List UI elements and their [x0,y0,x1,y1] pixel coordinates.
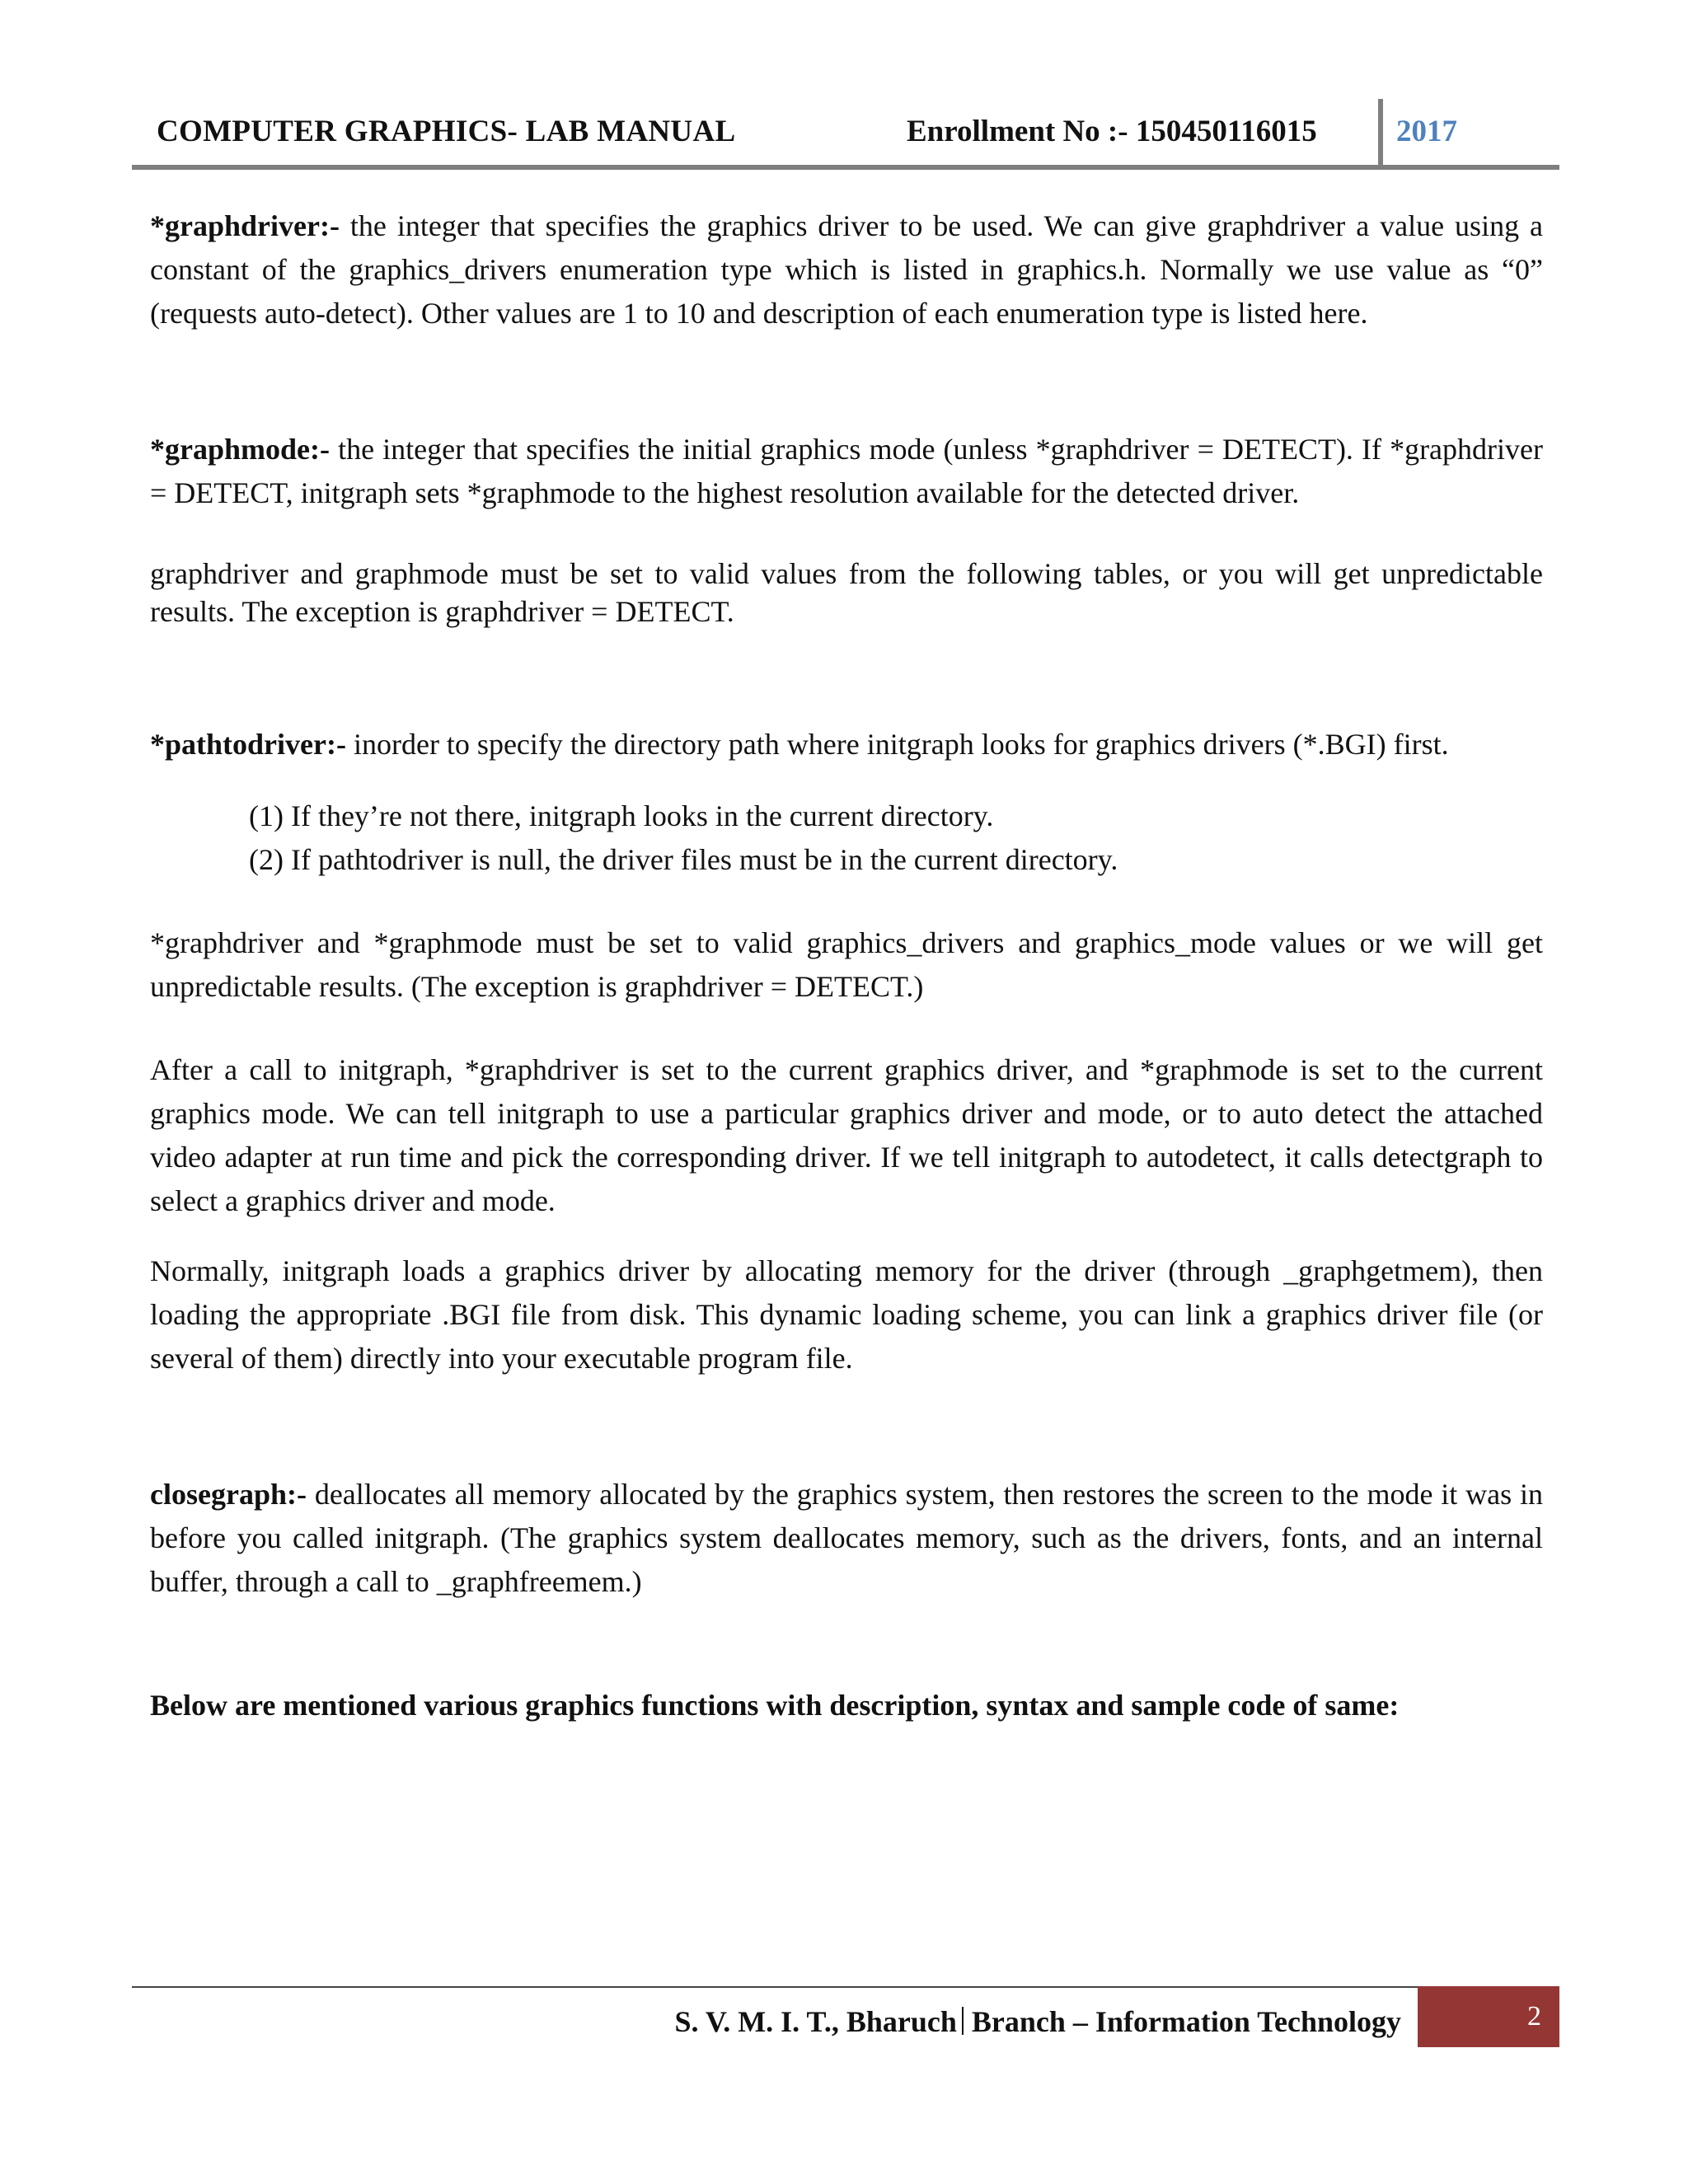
pathtodriver-paragraph [150,723,1543,766]
graphdriver-paragraph [150,204,1543,335]
list-item: (1) If they’re not there, initgraph looks in the current directory. [249,799,994,832]
after-call-paragraph: After a call to initgraph, *graphdriver is set to the current graphics driver, and *graphmode is set to the current graphics mode. We can tell initgraph to use a particular graphics driver and mode, or to auto detect the attached video adapter at run time and pick the corresponding driver. If we tell initgraph to autodetect, it calls detectgraph to select a graphics driver and mode. [150,1053,1543,1217]
list-item: (2) If pathtodriver is null, the driver files must be in the current directory. [249,843,1118,876]
page-content [150,204,1543,1724]
enrollment-number: Enrollment No :- 150450116015 [907,115,1317,148]
closegraph-term: closegraph:- [150,1478,307,1511]
functions-heading-text: Below are mentioned various graphics functions with description, syntax and sample code of same: [150,1689,1400,1722]
branch-name: Branch – Information Technology [971,2005,1401,2038]
graphdriver-text: the integer that specifies the graphics driver to be used. We can give graphdriver a value using a constant of the graphics_drivers enumeration type which is listed in graphics.h. Normally we use value as “0” (requests auto-detect). Other values are 1 to 10 and description of each enumeration type is listed here. [150,209,1543,330]
footer-separator [962,2007,964,2035]
functions-heading [150,1686,1543,1724]
graphmode-text: the integer that specifies the initial graphics mode (unless *graphdriver = DETECT). If *graphdriver = DETECT, initgraph sets *graphmode to the highest resolution available for the detected driver. [150,433,1543,509]
pathtodriver-term: *pathtodriver:- [150,728,346,761]
valid-values-note: graphdriver and graphmode must be set to valid values from the following tables, or you will get unpredictable results. The exception is graphdriver = DETECT. [150,557,1543,628]
page-number: 2 [1527,2001,1541,2032]
footer-rule [132,1986,1419,1988]
page-footer [132,1986,1559,2052]
closegraph-text: deallocates all memory allocated by the graphics system, then restores the screen to the mode it was in before you called initgraph. (The graphics system deallocates memory, such as the drivers, fonts, and an internal buffer, through a call to _graphfreemem.) [150,1478,1543,1598]
normally-paragraph: Normally, initgraph loads a graphics driver by allocating memory for the driver (through _graphgetmem), then loading the appropriate .BGI file from disk. This dynamic loading scheme, you can link a graphics driver file (or several of them) directly into your executable program file. [150,1254,1543,1375]
header-year: 2017 [1396,115,1457,148]
closegraph-paragraph [150,1473,1543,1604]
graphmode-paragraph [150,428,1543,515]
manual-title: COMPUTER GRAPHICS- LAB MANUAL [157,115,736,148]
footer-text [674,2004,1401,2039]
graphmode-term: *graphmode:- [150,433,330,466]
institute-name: S. V. M. I. T., Bharuch [674,2005,957,2038]
page-header [132,99,1559,170]
page-number-box [1418,1986,1559,2047]
graphdriver-term: *graphdriver:- [150,209,340,242]
valid-drivers-note: *graphdriver and *graphmode must be set to valid graphics_drivers and graphics_mode values or we will get unpredictable results. (The exception is graphdriver = DETECT.) [150,926,1543,1003]
header-separator [1378,99,1383,165]
pathtodriver-text: inorder to specify the directory path where initgraph looks for graphics drivers (*.BGI) first. [345,728,1449,761]
header-rule [132,165,1559,170]
path-items-list [150,794,1543,882]
